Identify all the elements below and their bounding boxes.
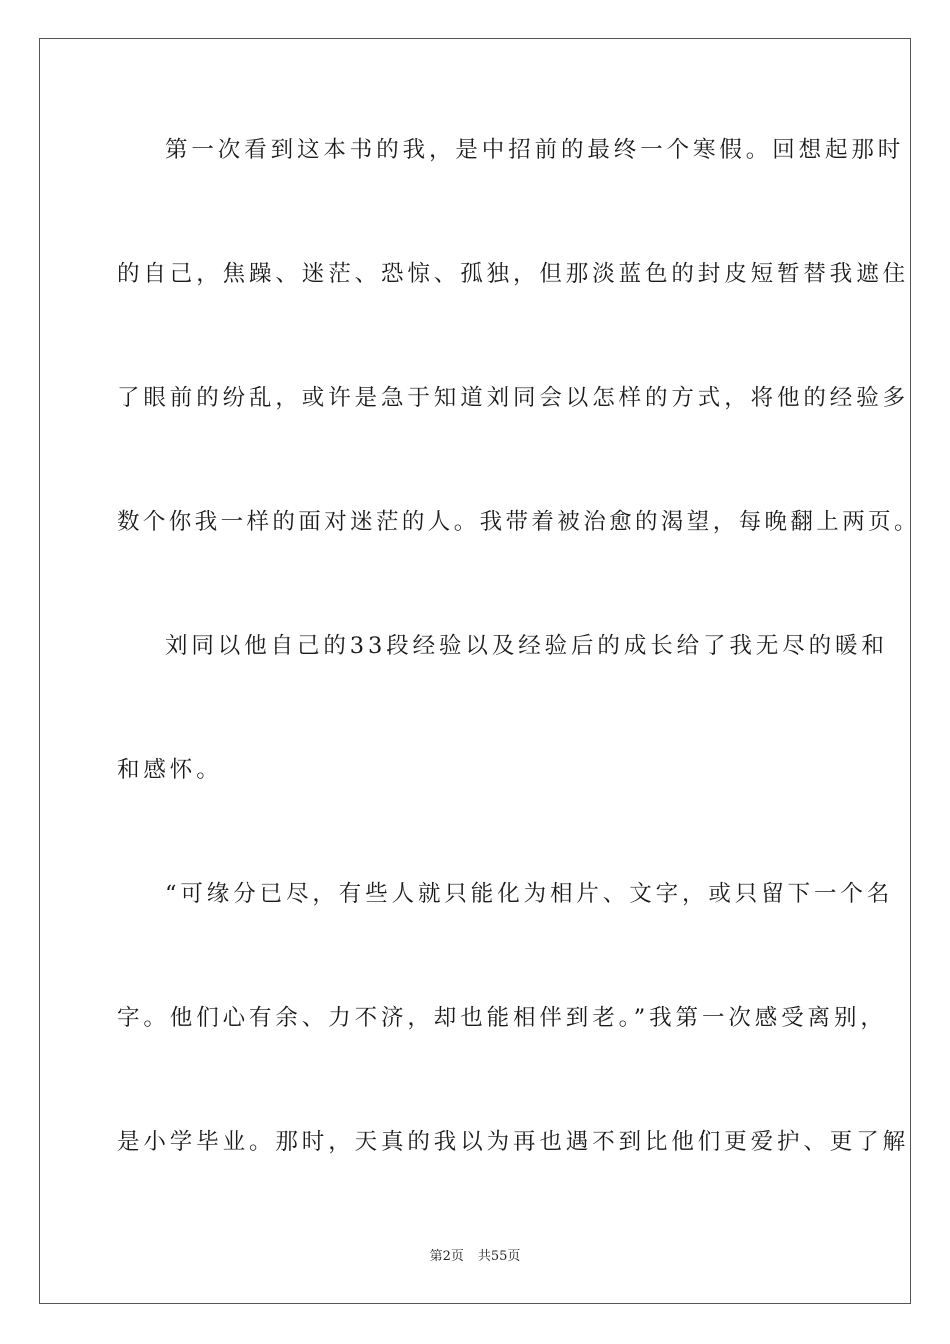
total-page-count: 共55页 — [477, 1249, 521, 1264]
paragraph-line: 的自己，焦躁、迷茫、恐惊、孤独，但那淡蓝色的封皮短暂替我遮住 — [117, 261, 910, 287]
paragraph-line: 刘同以他自己的33段经验以及经验后的成长给了我无尽的暖和 — [165, 633, 888, 659]
paragraph-line: 和感怀。 — [117, 757, 223, 783]
paragraph-line: 是小学毕业。那时，天真的我以为再也遇不到比他们更爱护、更了解 — [117, 1129, 910, 1155]
paragraph-line: 第一次看到这本书的我，是中招前的最终一个寒假。回想起那时 — [165, 137, 905, 163]
paragraph-line: 数个你我一样的面对迷茫的人。我带着被治愈的渴望，每晚翻上两页。 — [117, 509, 920, 535]
paragraph-line: 字。他们心有余、力不济，却也能相伴到老。”我第一次感受离别， — [117, 1005, 887, 1031]
page-border — [39, 38, 920, 1304]
paragraph-line: 了眼前的纷乱，或许是急于知道刘同会以怎样的方式，将他的经验多 — [117, 385, 910, 411]
current-page-number: 第2页 — [429, 1249, 464, 1264]
paragraph-line: “可缘分已尽，有些人就只能化为相片、文字，或只留下一个名 — [165, 881, 894, 907]
page-footer — [0, 1248, 950, 1266]
